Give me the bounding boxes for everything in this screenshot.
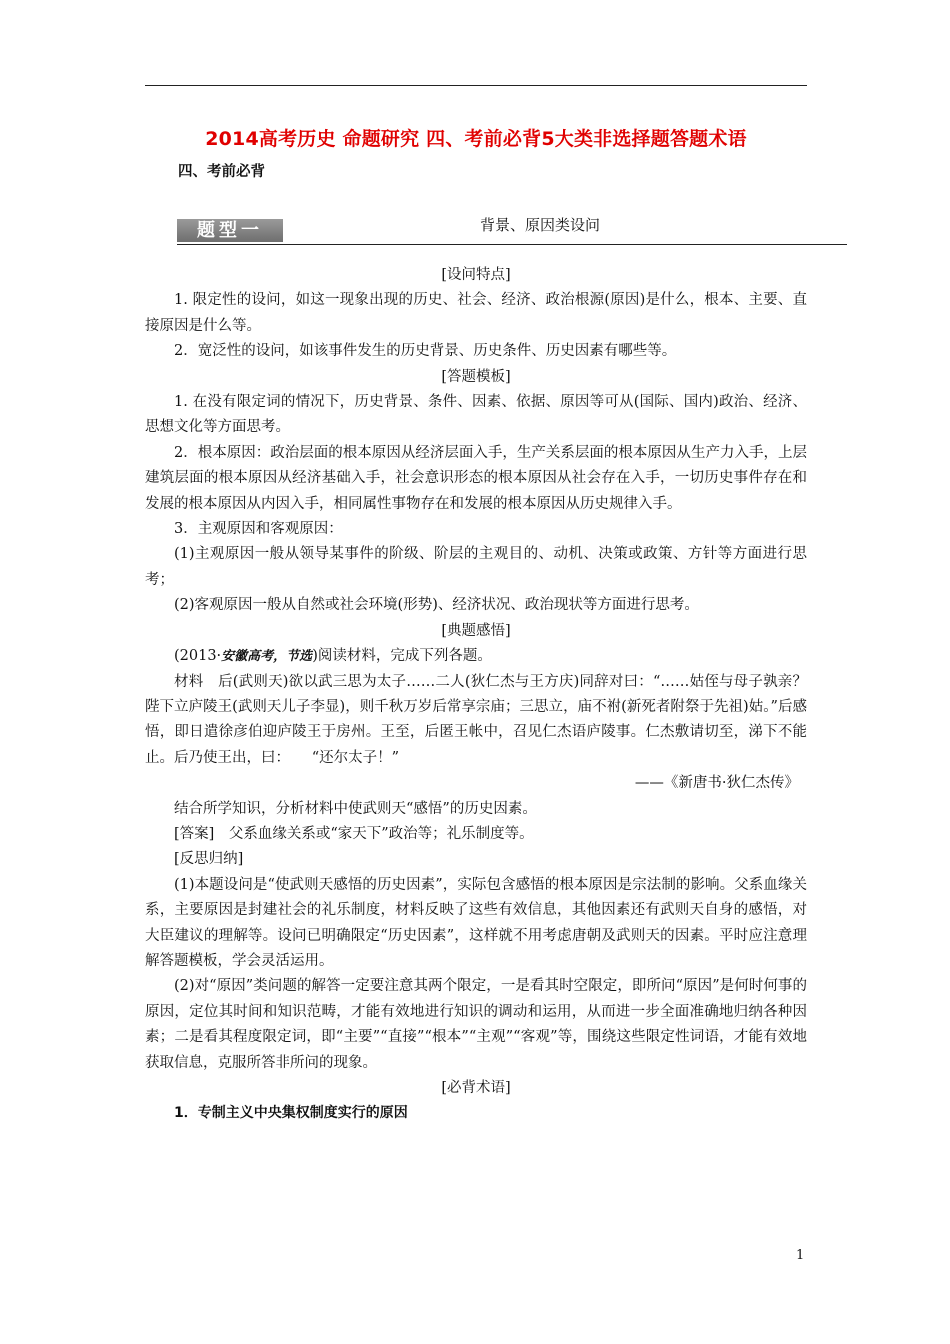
reflect-item: (2)对“原因”类问题的解答一定要注意其两个限定，一是看其时空限定，即所问“原因”是何时何事的原因，定位其时间和知识范畴，才能有效地进行知识的调动和运用，从而进一步全面准确地归纳各种因素；二是看其程度限定词，即“主要”“直接”“根本”“主观”“客观”等，围绕这些限定性词语，才能有效地获取信息，克服所答非所问的现象。 (145, 978, 807, 1071)
answer-text: 父系血缘关系或“家天下”政治等；礼乐制度等。 (228, 825, 534, 842)
answer-line (145, 822, 807, 847)
material-source: ——《新唐书·狄仁杰传》 (634, 775, 799, 792)
reflect-item: (1)本题设问是“使武则天感悟的历史因素”，实际包含感悟的根本原因是宗法制的影响。父系血缘关系，主要原因是封建社会的礼乐制度，材料反映了这些有效信息，其他因素还有武则天自身的感悟，对大臣建议的理解等。设问已明确限定“历史因素”，这样就不用考虑唐朝及武则天的因素。平时应注意理解答题模板，学会灵活运用。 (145, 876, 807, 969)
template-item: 2．根本原因：政治层面的根本原因从经济层面入手，生产关系层面的根本原因从生产力入手，上层建筑层面的根本原因从经济基础入手，社会意识形态的根本原因从社会存在入手，一切历史事件存在和发展的根本原因从内因入手，相同属性事物存在和发展的根本原因从历史规律入手。 (145, 444, 807, 512)
heading-reflect: [反思归纳] (174, 851, 244, 868)
example-source (145, 644, 807, 669)
feature-item: 2．宽泛性的设问，如该事件发生的历史背景、历史条件、历史因素有哪些等。 (174, 343, 677, 360)
feature-item: 1. 限定性的设问，如这一现象出现的历史、社会、经济、政治根源(原因)是什么，根本、主要、直接原因是什么等。 (145, 292, 807, 334)
heading-features: [设问特点] (441, 267, 511, 283)
question-type-badge: 题型一 (177, 219, 283, 242)
document-title: 2014高考历史 命题研究 四、考前必背5大类非选择题答题术语 (205, 128, 747, 150)
top-rule (145, 85, 807, 86)
heading-template: [答题模板] (441, 368, 511, 385)
section-subtitle: 四、考前必背 (178, 164, 265, 180)
answer-label: [答案] (174, 825, 215, 842)
template-item: 3．主观原因和客观原因： (174, 521, 343, 538)
term-item: 1．专制主义中央集权制度实行的原因 (174, 1105, 408, 1122)
heading-terms: [必背术语] (441, 1080, 511, 1096)
source-name: 安徽高考，节选 (221, 649, 313, 665)
template-item: (1)主观原因一般从领导某事件的阶级、阶层的主观目的、动机、决策或政策、方针等方面进行思考； (145, 546, 807, 588)
template-item: (2)客观原因一般从自然或社会环境(形势)、经济状况、政治现状等方面进行思考。 (174, 597, 699, 614)
heading-example: [典题感悟] (441, 622, 511, 639)
source-suffix: )阅读材料，完成下列各题。 (312, 648, 492, 665)
type-rule (177, 244, 847, 245)
question-type-heading: 背景、原因类设问 (480, 216, 601, 234)
question-text: 结合所学知识，分析材料中使武则天“感悟”的历史因素。 (174, 800, 537, 817)
material-text: 材料 后(武则天)欲以武三思为太子……二人(狄仁杰与王方庆)同辞对曰：“……姑侄与母子孰亲？陛下立庐陵王(武则天儿子李显)，则千秋万岁后常享宗庙；三思立，庙不祔(新死者附祭于先祖)姑。”后感悟，即日遣徐彦伯迎庐陵王于房州。王至，后匿王帐中，召见仁杰语庐陵事。仁杰敷请切至，涕下不能止。后乃使王出，曰： “还尔太子！” (145, 673, 807, 766)
content-body (145, 263, 807, 1127)
template-item: 1. 在没有限定词的情况下，历史背景、条件、因素、依据、原因等可从(国际、国内)政治、经济、思想文化等方面思考。 (145, 394, 807, 436)
source-prefix: (2013· (174, 648, 222, 665)
page-number: 1 (796, 1248, 805, 1263)
